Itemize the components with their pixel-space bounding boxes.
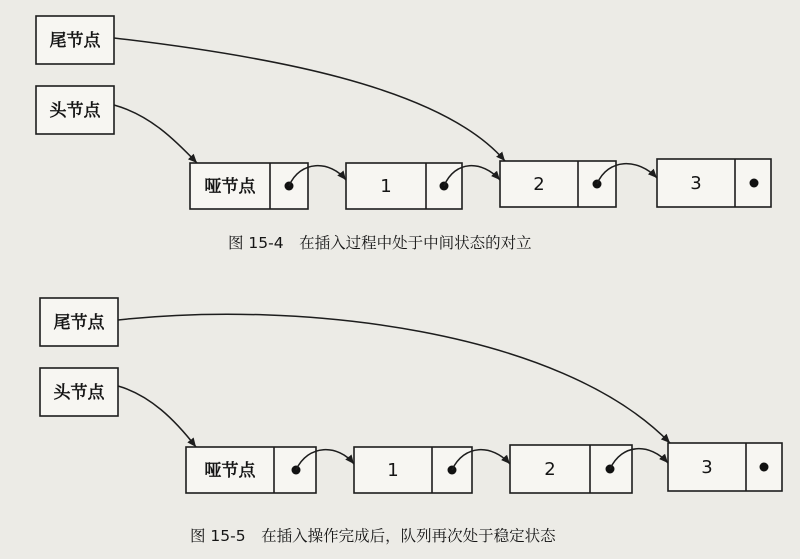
- list-node-1: [354, 447, 472, 493]
- next-pointer-dot: [760, 463, 769, 472]
- node-label: 哑节点: [204, 177, 256, 197]
- list-node-dummy: [190, 163, 308, 209]
- node-label: 哑节点: [204, 461, 256, 481]
- next-pointer-dot: [750, 179, 759, 188]
- figure-caption: 图 15-4 在插入过程中处于中间状态的对立: [228, 234, 532, 252]
- head-node-pointer: [36, 86, 114, 134]
- node-label: 2: [544, 459, 556, 480]
- figure-caption: 图 15-5 在插入操作完成后，队列再次处于稳定状态: [190, 527, 556, 545]
- list-node-2: [510, 445, 632, 493]
- figure-15-4: [36, 16, 771, 252]
- head-reference-arrow: [114, 105, 197, 163]
- tail-node-pointer: [36, 16, 114, 64]
- head-label: 头节点: [49, 101, 101, 121]
- tail-reference-arrow: [118, 314, 670, 443]
- head-node-pointer: [40, 368, 118, 416]
- node-label: 3: [690, 173, 702, 194]
- node-label: 2: [533, 174, 545, 195]
- head-reference-arrow: [118, 386, 196, 447]
- tail-reference-arrow: [114, 38, 505, 161]
- head-label: 头节点: [53, 383, 105, 403]
- list-node-3: [668, 443, 782, 491]
- list-node-2: [500, 161, 616, 207]
- node-label: 1: [380, 176, 392, 197]
- figure-15-5: [40, 298, 782, 545]
- node-label: 1: [387, 460, 399, 481]
- tail-label: 尾节点: [53, 313, 105, 333]
- tail-node-pointer: [40, 298, 118, 346]
- list-node-3: [657, 159, 771, 207]
- node-label: 3: [701, 457, 713, 478]
- tail-label: 尾节点: [49, 31, 101, 51]
